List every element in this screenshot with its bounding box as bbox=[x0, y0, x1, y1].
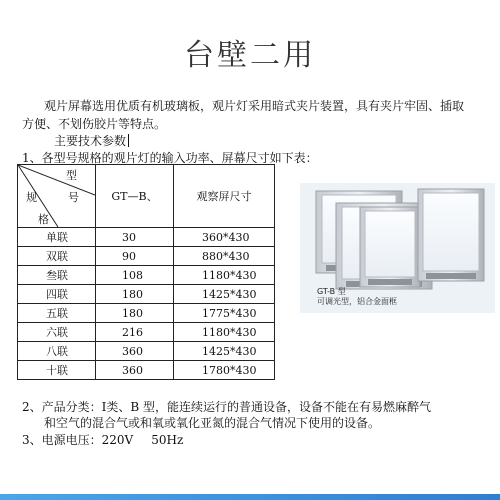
table-row bbox=[18, 228, 275, 247]
text-cursor bbox=[128, 134, 129, 147]
diag-label-hao: 号 bbox=[68, 191, 79, 204]
row-name: 五联 bbox=[18, 304, 96, 323]
row-name: 双联 bbox=[18, 247, 96, 266]
row-power: 180 bbox=[96, 304, 174, 323]
diagonal-header-cell bbox=[18, 165, 96, 228]
spec-table bbox=[17, 164, 275, 380]
table-header-row bbox=[18, 165, 275, 228]
diag-label-xing: 型 bbox=[66, 169, 77, 182]
table-row bbox=[18, 342, 275, 361]
table-row bbox=[18, 323, 275, 342]
row-size: 880*430 bbox=[174, 247, 275, 266]
item2-line2: 和空气的混合气或和氧或氧化亚氮的混合气情况下使用的设备。 bbox=[44, 416, 381, 430]
table-row bbox=[18, 266, 275, 285]
column-header-screen-size: 观察屏尺寸 bbox=[174, 165, 275, 228]
table-row bbox=[18, 247, 275, 266]
row-name: 叁联 bbox=[18, 266, 96, 285]
diag-label-gui: 规 bbox=[26, 191, 37, 204]
section-subheading bbox=[54, 132, 129, 149]
product-caption-model: GT-B 型 bbox=[317, 287, 346, 296]
row-size: 360*430 bbox=[174, 228, 275, 247]
table-row bbox=[18, 304, 275, 323]
row-name: 六联 bbox=[18, 323, 96, 342]
row-power: 180 bbox=[96, 285, 174, 304]
row-size: 1425*430 bbox=[174, 342, 275, 361]
row-power: 108 bbox=[96, 266, 174, 285]
subheading-text: 主要技术参数 bbox=[54, 134, 127, 148]
spec-item-3 bbox=[22, 431, 201, 448]
row-power: 30 bbox=[96, 228, 174, 247]
diag-label-ge: 格 bbox=[38, 213, 49, 226]
page-title: 台壁二用 bbox=[184, 38, 316, 73]
row-name: 四联 bbox=[18, 285, 96, 304]
row-size: 1780*430 bbox=[174, 361, 275, 380]
row-power: 90 bbox=[96, 247, 174, 266]
row-name: 单联 bbox=[18, 228, 96, 247]
voltage-label: 3、电源电压：220V bbox=[22, 433, 134, 447]
item2-line1: 2、产品分类：Ⅰ类、B 型，能连续运行的普通设备，设备不能在有易燃麻醉气 bbox=[22, 400, 432, 414]
column-header-model: GT—B、 bbox=[96, 165, 174, 228]
bottom-accent-bar bbox=[0, 494, 500, 500]
row-power: 360 bbox=[96, 361, 174, 380]
row-name: 十联 bbox=[18, 361, 96, 380]
spec-item-1: 1、各型号规格的观片灯的输入功率、屏幕尺寸如下表： bbox=[22, 151, 318, 165]
table-row bbox=[18, 285, 275, 304]
row-size: 1180*430 bbox=[174, 266, 275, 285]
product-caption-desc: 可调光型，铝合金面框 bbox=[317, 297, 397, 306]
row-size: 1180*430 bbox=[174, 323, 275, 342]
table-row bbox=[18, 361, 275, 380]
row-size: 1425*430 bbox=[174, 285, 275, 304]
row-name: 八联 bbox=[18, 342, 96, 361]
spec-item-2 bbox=[22, 399, 482, 431]
frequency-value: 50Hz bbox=[151, 433, 184, 447]
row-size: 1775*430 bbox=[174, 304, 275, 323]
row-power: 216 bbox=[96, 323, 174, 342]
row-power: 360 bbox=[96, 342, 174, 361]
intro-paragraph: 观片屏幕选用优质有机玻璃板，观片灯采用暗式夹片装置，具有夹片牢固、插取方便、不划伤胶片等特点。 bbox=[22, 99, 465, 131]
